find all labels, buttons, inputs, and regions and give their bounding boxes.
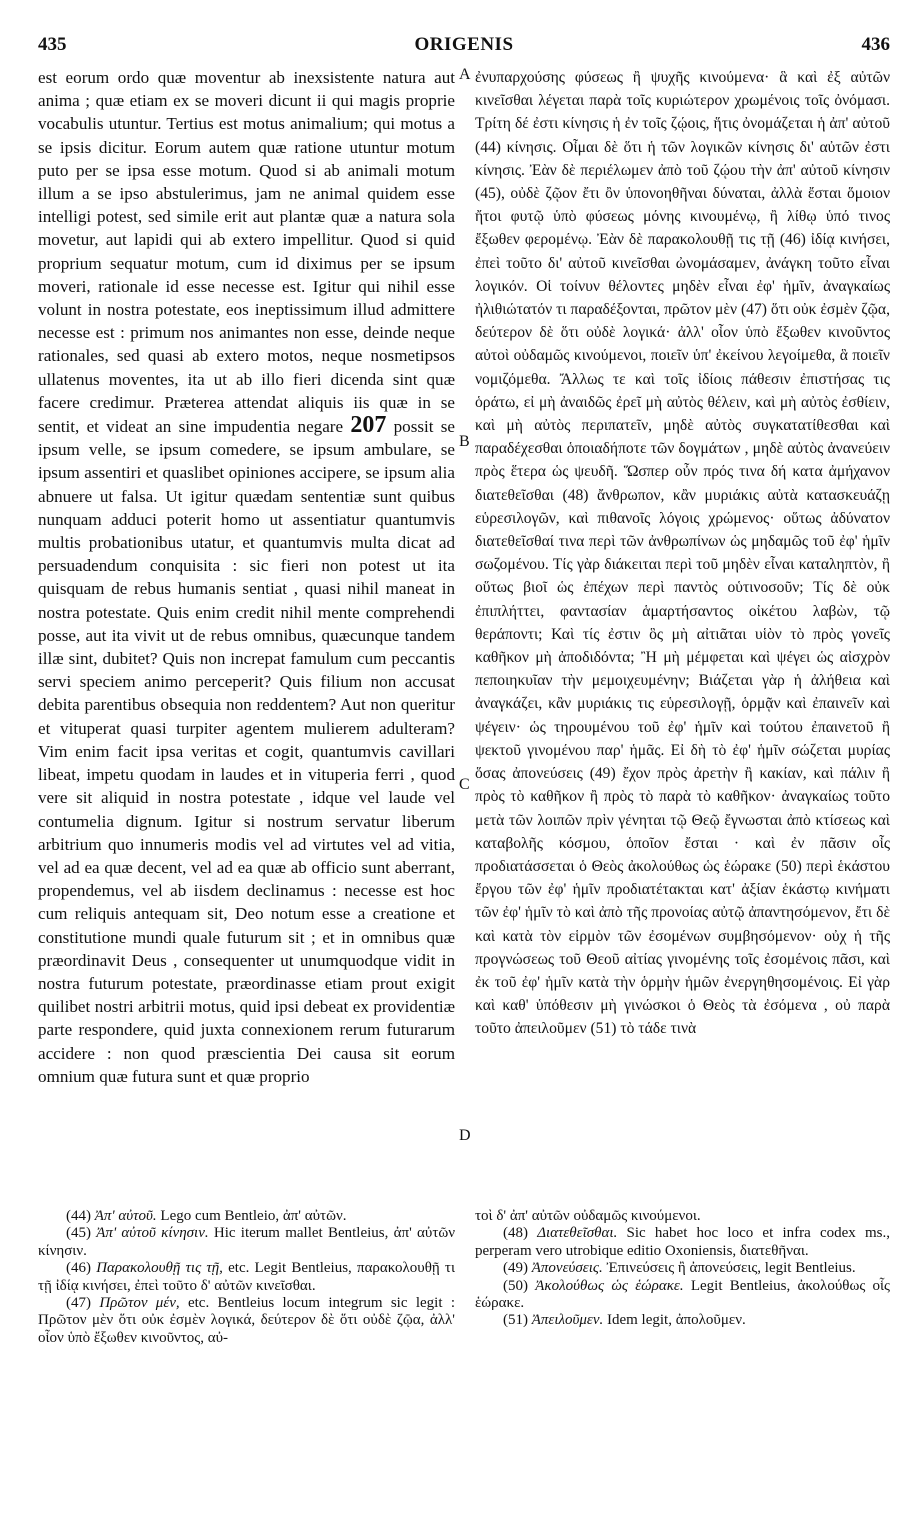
section-marker-b: B [459,433,470,450]
footnote-text: Idem legit, ἀπολοῦμεν. [603,1312,746,1329]
greek-column [475,66,890,1206]
section-marker-a: A [459,66,471,83]
footnote-number: (44) [66,1208,95,1224]
latin-column [38,66,455,1206]
footnote-lemma: Ἀπειλοῦμεν. [531,1312,604,1329]
footnote-number: (49) [503,1260,532,1277]
footnote-number: (46) [66,1260,97,1277]
latin-text-part-2: possit se ipsum velle, se ipsum comedere, se ipsum ambulare, se ipsum assentiri et quaslibet opiniones accipere, se ipsum alia abnuere ut falsa. Ut igitur quædam sententiæ sunt quibus nunquam adduci poterit homo ut assentiatur quantumvis multis probationibus utatur, et quantumvis multa dicat ad persuadendum conquisita : sic fieri non potest ut ita quisquam de rebus humanis sentiat , quasi nihil maneat in nostra potestate. Quis enim credit nihil mente comprehendi posse, aut ita vivit ut de rebus omnibus, quæcunque tandem illæ sint, dubitet? Quis non increpat famulum cum peccantis servi speciem animo perceperit? Quis filium non accusat debita parentibus obsequia non reddentem? Aut non queritur et vituperat quasi turpiter agentem mulierem adulteram? Vim enim facit ipsa veritas et cogit, quantumvis cavillari libeat, impetu quodam in laudes et in vituperia ferri , quod vere sit aliquid in nostra potestate , idque vel laude vel contumelia dignum. Igitur si nostrum servatur liberum arbitrium quo innumeris modis vel ad virtutes vel ad vitia, vel ad ea quæ decent, vel ad ea quæ ab officio sunt aberrant, propendemus, vel ab iisdem declinamus : necesse est hoc cum reliquis antequam sit, Deo notum esse a creatione et constitutione mundi quale futurum sit ; et in omnibus quæ præordinavit Deus , consequenter ut unumquodque vidit in nostra futurum potestate, præordinasse etiam prout exigit quilibet nostri arbitrii motus, quid ipsi debeat ex providentiæ parte respondere, quid juxta connexionem rerum futurarum accidere : non quod præscientia Dei causa sit eorum omnium quæ futura sunt et quæ proprio [38,417,455,1086]
page-header [38,34,890,64]
footnote-text: etc. Legit Bentleius, παρακολουθῇ τι τῇ ἰδίᾳ κινήσει, ἐπεὶ τοῦτο δ' αὐτῶν κινεῖσθαι. [38,1260,455,1294]
footnote-number: (50) [503,1277,536,1294]
footnote-47 [38,1295,455,1347]
footnote-text: Legit Bentleius, ἀκολούθως οἷς ἑώρακε. [475,1277,890,1312]
column-number: 207 [350,412,387,439]
footnote-50 [475,1278,890,1313]
page-number-right: 436 [861,34,890,55]
footnote-lemma: Ἀπ' αὐτοῦ κίνησιν. [96,1225,209,1242]
footnote-45 [38,1225,455,1260]
footnote-49 [475,1260,890,1277]
footnote-lemma: Ἀπονεύσεις. [531,1260,603,1277]
footnotes-left [38,1208,455,1448]
footnote-47-continued: τοὶ δ' ἀπ' αὐτῶν οὐδαμῶς κινούμενοι. [475,1208,701,1224]
footnote-48 [475,1225,890,1260]
footnote-44 [38,1208,455,1225]
footnote-number: (51) [503,1312,532,1329]
footnote-lemma: Παρακολουθῇ τις τῇ, [96,1260,223,1277]
footnotes-right [475,1208,890,1448]
latin-text [38,66,455,1088]
section-marker-d: D [459,1127,471,1144]
latin-text-part-1: est eorum ordo quæ moventur ab inexsistente natura aut anima ; quæ etiam ex se moveri dicunt ii qui magis proprie vocabulis utuntur. Tertius est motus animalium; qui motus a se ipsis dicitur. Eorum autem quæ ratione utuntur motum puto per se ipsa esse motum. Quod si ab animali motum illum a se ipso abstulerimus, jam ne animal quidem esse intelligi potest, sed simile erit aut plantæ quæ a natura sola movetur, aut lapidi qui ab extero impellitur. Quod si quid proprium sequatur motum, cum id diximus per se ipsum moveri, rationale id esse necesse est. Igitur qui nihil esse volunt in nostra potestate, eos ineptissimum illud admittere necesse est : primum nos animantes non esse, deinde neque rationales, sed quasi ab extero motos, neque nosmetipsos ullatenus moventes, ita ut ab illo fieri dicenda sint quæ facere credimur. Præterea attendat aliquis iis quæ in se sentit, et videat an sine impudentia negare [38,68,455,437]
footnote-46 [38,1260,455,1295]
footnote-text: Lego cum Bentleio, ἀπ' αὐτῶν. [156,1208,347,1224]
footnote-lemma: Ἀκολούθως ὡς ἑώρακε. [535,1277,684,1294]
footnote-lemma: Διατεθεῖσθαι. [537,1225,618,1242]
footnote-number: (45) [66,1225,97,1242]
footnote-lemma: Πρῶτον μέν, [99,1295,180,1312]
page-number-left: 435 [38,34,67,55]
footnote-number: (47) [66,1295,100,1312]
footnote-text: Hic iterum mallet Bentleius, ἀπ' αὐτῶν κίνησιν. [38,1225,455,1259]
footnote-number: (48) [503,1225,538,1242]
footnote-lemma: Ἀπ' αὐτοῦ. [94,1208,157,1224]
footnote-51 [475,1312,890,1329]
footnote-text: Sic habet hoc loco et infra codex ms., perperam vero utrobique editio Oxoniensis, διατεθῆναι. [475,1225,890,1259]
greek-text: ἐνυπαρχούσης φύσεως ἢ ψυχῆς κινούμενα· ἃ καὶ ἐξ αὐτῶν κινεῖσθαι λέγεται παρὰ τοῖς κυριώτερον χρωμένοις τοῖς ὀνόμασι. Τρίτη δέ ἐστι κίνησις ἡ ἐν τοῖς ζῴοις, ἥτις ὀνομάζεται ἡ ἀπ' αὐτοῦ (44) κίνησις. Οἶμαι δὲ ὅτι ἡ τῶν λογικῶν κίνησις δι' αὐτῶν ἐστι κίνησις. Ἐὰν δὲ περιέλωμεν ἀπὸ τοῦ ζῴου τὴν ἀπ' αὐτοῦ κίνησιν (45), οὐδὲ ζῷον ἔτι ὂν ὑπονοηθῆναι δύναται, ἀλλὰ ἔσται ὅμοιον ἤτοι φυτῷ ὑπὸ φύσεως μόνης κινουμένῳ, ἢ λίθῳ ὑπό τινος ἔξωθεν φερομένῳ. Ἐὰν δὲ παρακολουθῇ τις τῇ (46) ἰδίᾳ κινήσει, ἐπεὶ τοῦτο δι' αὐτοῦ κινεῖσθαι ὠνομάσαμεν, ἀνάγκη τοῦτο εἶναι λογικόν. Οἱ τοίνυν θέλοντες μηδὲν εἶναι ἐφ' ἡμῖν, ἀναγκαίως ἠλιθιώτατόν τι παραδέξονται, πρῶτον μὲν (47) ὅτι οὐκ ἐσμὲν ζῷα, δεύτερον δὲ ὅτι οὐδὲ λογικά· ἀλλ' οἷον ὑπὸ ἔξωθεν κινοῦντος αὐτοὶ οὐδαμῶς κινούμενοι, ποιεῖν ὑπ' ἐκείνου λεγοίμεθα, ἃ ποιεῖν νομιζόμεθα. Ἄλλως τε καὶ τοῖς ἰδίοις πάθεσιν ἐπιστήσας τις ὁράτω, εἰ μὴ ἀναιδῶς ἐρεῖ μὴ αὐτὸς θέλειν, καὶ μὴ αὐτὸς ἐσθίειν, καὶ μὴ αὐτὸς περιπατεῖν, μηδὲ αὐτὸς συγκατατίθεσθαι καὶ παραδέχεσθαι ὁποιαδήποτε τῶν δογμάτων , μηδὲ αὐτὸς ἀνανεύειν πρὸς ἕτερα ὡς ψευδῆ. Ὥσπερ οὖν πρός τινα δή κατα ἀμήχανον διατεθεῖσθαι (48) ἄνθρωπον, κἂν μυριάκις αὐτὰ κατασκευάζῃ εὑρεσιλογῶν, καὶ πιθανοῖς λόγοις χρώμενος· οὕτως ἀδύνατον διατεθεῖσθαί τινα περὶ τῶν ἀνθρωπίνων ὡς μηδαμῶς τοῦ ἐφ' ἡμῖν σωζομένου. Τίς γὰρ διάκειται περὶ τοῦ μηδὲν εἶναι καταληπτὸν, ἢ οὕτως βιοῖ ὡς ἐπέχων περὶ παντὸς οὑτινοσοῦν; Τίς δὲ οὐκ ἐπιπλήττει, φαντασίαν ἁμαρτήσαντος οἰκέτου λαβὼν, τῷ θεράποντι; Καὶ τίς ἐστιν ὃς μὴ αἰτιᾶται υἱὸν τὸ πρὸς γονεῖς καθῆκον μὴ ἀποδιδόντα; Ἢ μὴ μέμφεται καὶ ψέγει ὡς αἰσχρὸν πεποιηκυῖαν τὴν μεμοιχευμένην; Βιάζεται γὰρ ἡ ἀλήθεια καὶ ἀναγκάζει, κἂν μυριάκις τις εὑρεσιλογῇ, ὁρμᾷν καὶ ἐπαινεῖν καὶ ψέγειν· ὡς τηρουμένου τοῦ ἐφ' ἡμῖν καὶ τούτου ἐπαινετοῦ ἢ ψεκτοῦ γινομένου παρ' ἡμᾶς. Εἰ δὴ τὸ ἐφ' ἡμῖν σώζεται μυρίας ὅσας ἀπονεύσεις (49) ἔχον πρὸς ἀρετὴν ἢ κακίαν, καὶ πάλιν ἢ πρὸς τὸ καθῆκον ἢ πρὸς τὸ παρὰ τὸ καθῆκον· ἀναγκαίως τοῦτο μετὰ τῶν λοιπῶν πρὶν γένηται τῷ Θεῷ ἔγνωσται ἀπὸ κτίσεως καὶ καταβολῆς κόσμου, ὁποῖον ἔσται · καὶ ἐν πᾶσιν οἷς προδιατάσσεται ὁ Θεὸς ἀκολούθως ὡς ἑώρακε (50) περὶ ἑκάστου ἔργου τῶν ἐφ' ἡμῖν προδιατέτακται κατ' ἀξίαν ἑκάστῳ κινήματι τῶν ἐφ' ἡμῖν τὸ καὶ ἀπὸ τῆς προνοίας αὐτῷ ἀπαντησόμενον, ἔτι δὲ καὶ κατὰ τὸν εἱρμὸν τῶν ἐσομένων συμβησόμενον· οὐχ ἡ τῆς προγνώσεως τοῦ Θεοῦ αἰτίας γινομένης τοῖς ἐσομένοις πᾶσι, καὶ ἐκ τοῦ ἐφ' ἡμῖν κατὰ τὴν ὁρμὴν ἡμῶν ἐνεργηθησομένοις. Εἰ γὰρ καὶ καθ' ὑπόθεσιν μὴ γινώσκοι ὁ Θεὸς τὰ ἐσόμενα , οὐ παρὰ τοῦτο ἀπειλοῦμεν (51) τὸ τάδε τινὰ [475,69,890,1038]
footnote-text: etc. Bentleius locum integrum sic legit : Πρῶτον μὲν ὅτι οὐκ ἐσμὲν λογικά, δεύτερον δὲ ὅτι οὐδὲ ζῷα, ἀλλ' οἷον ὑπὸ ἔξωθεν κινοῦντος, αὐ- [38,1295,455,1346]
section-marker-c: C [459,776,470,793]
running-title: ORIGENIS [414,34,514,55]
footnote-text: Ἐπινεύσεις ἢ ἀπονεύσεις, legit Bentleius. [602,1260,856,1277]
